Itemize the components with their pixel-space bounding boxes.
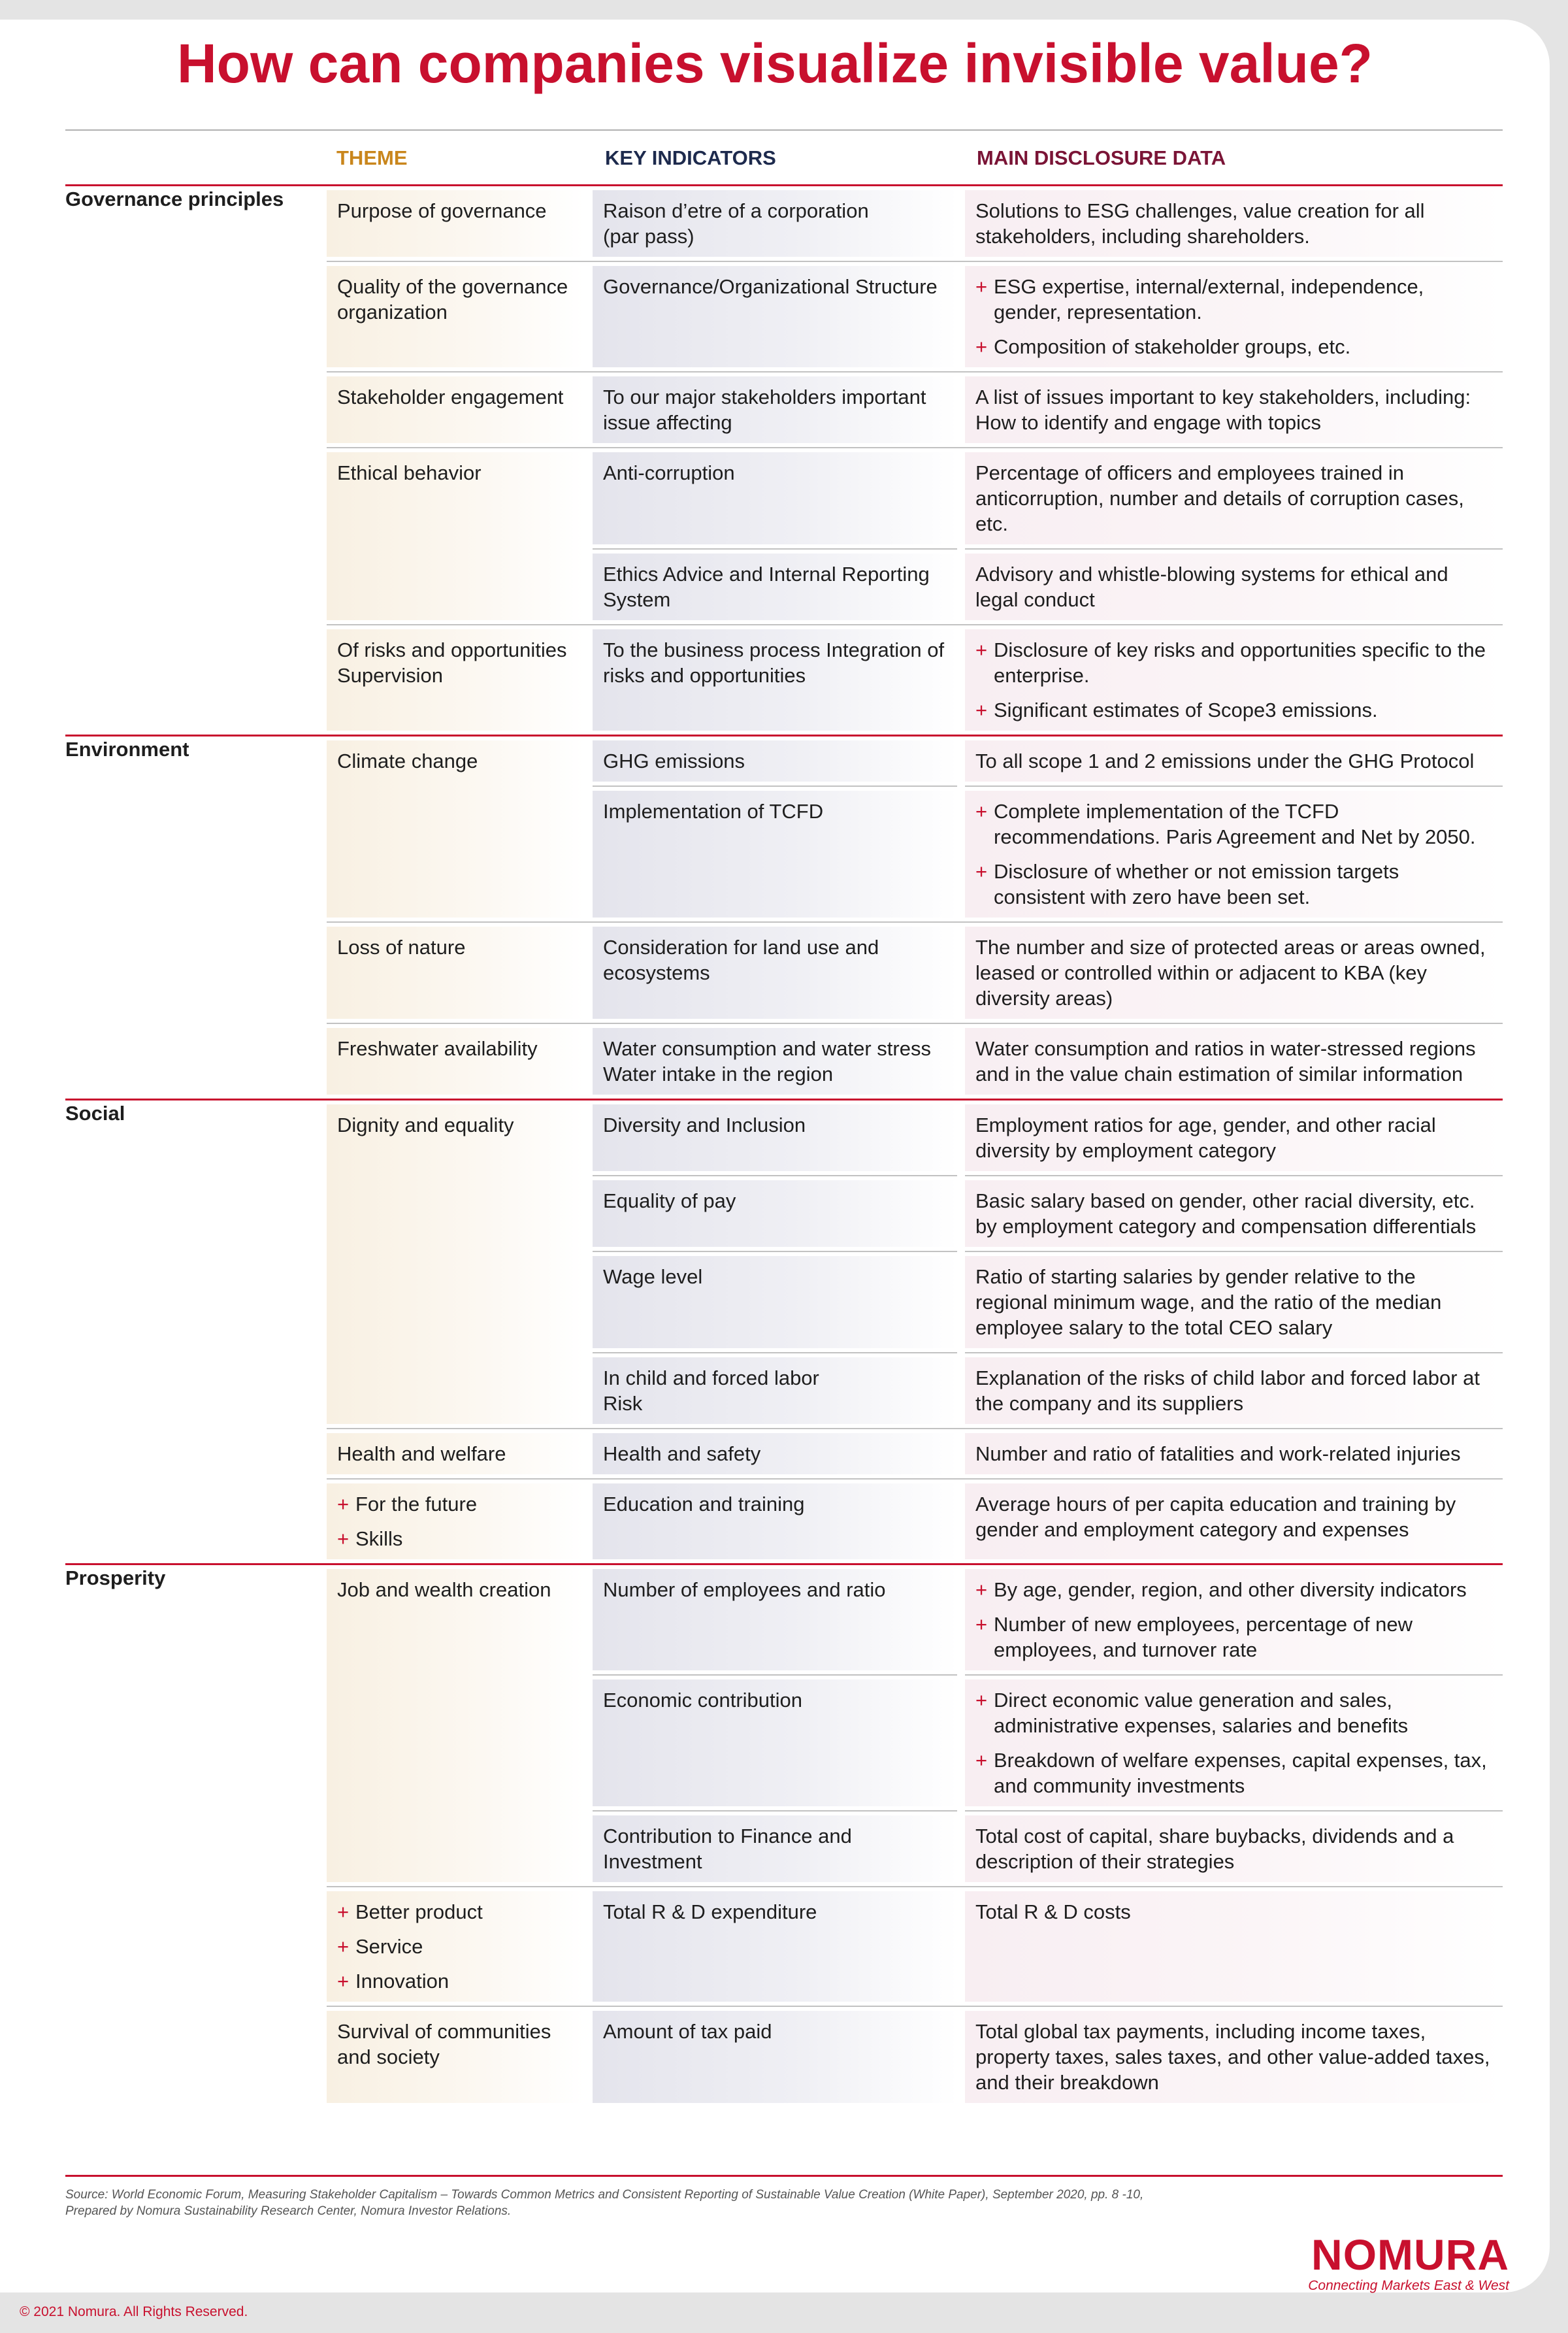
logo-wordmark: NOMURA xyxy=(1311,2230,1509,2279)
plus-icon: + xyxy=(975,1689,988,1712)
disclosure-cell xyxy=(965,1028,1503,1095)
disclosure-cell xyxy=(965,266,1503,367)
plus-icon: + xyxy=(337,1935,350,1958)
disclosure-list-item xyxy=(975,1747,1492,1798)
theme-label: For the future xyxy=(355,1493,478,1515)
plus-icon: + xyxy=(337,1900,350,1923)
theme-cell xyxy=(327,1569,585,1882)
plus-icon: + xyxy=(975,1749,988,1772)
theme-list-item xyxy=(337,1526,574,1551)
disclosure-text: Advisory and whistle-blowing systems for ethical and legal conduct xyxy=(975,563,1448,611)
table-row xyxy=(65,186,1503,261)
disclosure-list-item xyxy=(975,1612,1492,1663)
theme-label: Stakeholder engagement xyxy=(337,386,564,408)
row-separator xyxy=(965,1175,1503,1176)
key-indicator-cell: Diversity and Inclusion xyxy=(593,1104,957,1171)
disclosure-cell xyxy=(965,1104,1503,1171)
plus-icon: + xyxy=(337,1527,350,1550)
table-row xyxy=(65,1565,1503,1674)
disclosure-cell xyxy=(965,2011,1503,2103)
key-indicator-cell: Number of employees and ratio xyxy=(593,1569,957,1670)
plus-icon: + xyxy=(337,1493,350,1515)
plus-icon: + xyxy=(975,699,988,721)
disclosure-text: Ratio of starting salaries by gender relative to the regional minimum wage, and the ratio of the median employee salary to the total CEO salary xyxy=(975,1265,1442,1339)
disclosure-text: Complete implementation of the TCFD recommendations. Paris Agreement and Net by 2050. xyxy=(994,800,1476,848)
disclosure-text: Water consumption and ratios in water-stressed regions and in the value chain estimation of similar information xyxy=(975,1037,1476,1085)
disclosure-cell xyxy=(965,791,1503,918)
key-indicator-cell: Total R & D expenditure xyxy=(593,1891,957,2002)
theme-label: Innovation xyxy=(355,1970,449,1993)
key-indicator-cell: Education and training xyxy=(593,1483,957,1559)
theme-cell xyxy=(327,266,585,367)
disclosure-text: Total global tax payments, including income taxes, property taxes, sales taxes, and other value-added taxes, and their breakdown xyxy=(975,2020,1490,2094)
key-indicator-cell: GHG emissions xyxy=(593,740,957,782)
theme-list-item xyxy=(337,1899,574,1925)
disclosure-list-item xyxy=(975,637,1492,688)
row-separator xyxy=(593,548,957,550)
disclosure-cell xyxy=(965,1891,1503,2002)
theme-cell xyxy=(327,1433,585,1474)
plus-icon: + xyxy=(975,860,988,883)
logo-tagline: Connecting Markets East & West xyxy=(1308,2278,1509,2293)
table-bottom-rule xyxy=(65,2175,1503,2177)
nomura-logo xyxy=(1308,2232,1509,2294)
disclosure-cell xyxy=(965,1256,1503,1348)
row-separator xyxy=(593,1175,957,1176)
row-separator xyxy=(965,1810,1503,1812)
key-indicator-cell: Consideration for land use and ecosystems xyxy=(593,927,957,1019)
disclosure-list-item xyxy=(975,1577,1492,1602)
theme-label: Climate change xyxy=(337,750,478,772)
disclosure-cell xyxy=(965,927,1503,1019)
key-indicator-cell: To the business process Integration of risks and opportunities xyxy=(593,629,957,731)
disclosure-text: Employment ratios for age, gender, and other racial diversity by employment category xyxy=(975,1114,1436,1162)
theme-cell xyxy=(327,927,585,1019)
key-indicator-cell: Raison d’etre of a corporation (par pass) xyxy=(593,190,957,257)
theme-cell xyxy=(327,629,585,731)
key-indicator-cell: Anti-corruption xyxy=(593,452,957,544)
disclosure-text: Significant estimates of Scope3 emissions. xyxy=(994,699,1378,721)
source-note: Source: World Economic Forum, Measuring Stakeholder Capitalism – Towards Common Metrics and Consistent Reporting of Sustainable Value Creation (White Paper), September 2020, pp. 8 -10, Prepared by Nomura Sustainability Research Center, Nomura Investor Relations. xyxy=(65,2188,1144,2218)
disclosure-text: Composition of stakeholder groups, etc. xyxy=(994,335,1351,358)
disclosure-text: Percentage of officers and employees trained in anticorruption, number and details of corruption cases, etc. xyxy=(975,461,1464,535)
row-separator xyxy=(965,786,1503,787)
theme-label: Better product xyxy=(355,1900,483,1923)
theme-label: Health and welfare xyxy=(337,1442,506,1465)
key-indicator-cell: Amount of tax paid xyxy=(593,2011,957,2103)
theme-cell xyxy=(327,452,585,620)
header-rule xyxy=(65,129,1503,131)
disclosure-grid xyxy=(65,184,1503,2107)
row-separator xyxy=(593,1674,957,1676)
theme-label: Freshwater availability xyxy=(337,1037,538,1060)
theme-cell xyxy=(327,740,585,918)
key-indicator-cell: Implementation of TCFD xyxy=(593,791,957,918)
row-separator xyxy=(593,786,957,787)
theme-cell xyxy=(327,376,585,443)
theme-label: Skills xyxy=(355,1527,403,1550)
key-indicator-cell: Wage level xyxy=(593,1256,957,1348)
row-separator xyxy=(965,548,1503,550)
disclosure-list-item xyxy=(975,334,1492,359)
theme-label: Dignity and equality xyxy=(337,1114,514,1136)
key-indicator-cell: Ethics Advice and Internal Reporting System xyxy=(593,554,957,620)
row-separator xyxy=(593,1810,957,1812)
plus-icon: + xyxy=(975,800,988,823)
theme-list-item xyxy=(337,1968,574,1994)
theme-cell xyxy=(327,1028,585,1095)
theme-label: Service xyxy=(355,1935,423,1958)
theme-list-item xyxy=(337,1491,574,1517)
plus-icon: + xyxy=(975,275,988,298)
theme-label: Job and wealth creation xyxy=(337,1578,551,1601)
disclosure-cell xyxy=(965,1815,1503,1882)
plus-icon: + xyxy=(975,1613,988,1636)
row-separator xyxy=(965,1674,1503,1676)
theme-cell xyxy=(327,2011,585,2103)
column-header-theme: THEME xyxy=(336,146,408,169)
key-indicator-cell: Governance/Organizational Structure xyxy=(593,266,957,367)
theme-cell xyxy=(327,190,585,257)
disclosure-text: Disclosure of whether or not emission targets consistent with zero have been set. xyxy=(994,860,1399,908)
disclosure-text: By age, gender, region, and other diversity indicators xyxy=(994,1578,1467,1601)
disclosure-text: Direct economic value generation and sales, administrative expenses, salaries and benefits xyxy=(994,1689,1409,1737)
table-row xyxy=(65,736,1503,786)
plus-icon: + xyxy=(975,335,988,358)
disclosure-text: To all scope 1 and 2 emissions under the GHG Protocol xyxy=(975,750,1475,772)
plus-icon: + xyxy=(975,638,988,661)
disclosure-text: Disclosure of key risks and opportunities specific to the enterprise. xyxy=(994,638,1486,687)
disclosure-cell xyxy=(965,1483,1503,1559)
row-separator xyxy=(965,1251,1503,1252)
disclosure-text: Total cost of capital, share buybacks, dividends and a description of their strategies xyxy=(975,1825,1454,1873)
page-title: How can companies visualize invisible value? xyxy=(177,33,1373,94)
disclosure-list-item xyxy=(975,799,1492,850)
key-indicator-cell: Economic contribution xyxy=(593,1679,957,1806)
disclosure-text: Solutions to ESG challenges, value creation for all stakeholders, including shareholders. xyxy=(975,199,1425,248)
theme-list-item xyxy=(337,1934,574,1959)
category-name: Governance principles xyxy=(65,188,284,210)
disclosure-list-item xyxy=(975,859,1492,910)
disclosure-text: Average hours of per capita education and training by gender and employment category and expenses xyxy=(975,1493,1456,1541)
disclosure-text: The number and size of protected areas or areas owned, leased or controlled within or adjacent to KBA (key diversity areas) xyxy=(975,936,1486,1010)
disclosure-cell xyxy=(965,1180,1503,1247)
disclosure-list-item xyxy=(975,274,1492,325)
disclosure-cell xyxy=(965,1357,1503,1424)
key-indicator-cell: Health and safety xyxy=(593,1433,957,1474)
row-separator xyxy=(593,1352,957,1353)
row-separator xyxy=(593,1251,957,1252)
disclosure-cell xyxy=(965,740,1503,782)
plus-icon: + xyxy=(975,1578,988,1601)
disclosure-cell xyxy=(965,554,1503,620)
disclosure-cell xyxy=(965,629,1503,731)
key-indicator-cell: Contribution to Finance and Investment xyxy=(593,1815,957,1882)
disclosure-text: Number and ratio of fatalities and work-related injuries xyxy=(975,1442,1461,1465)
key-indicator-cell: Water consumption and water stress Water intake in the region xyxy=(593,1028,957,1095)
plus-icon: + xyxy=(337,1970,350,1993)
disclosure-list-item xyxy=(975,697,1492,723)
disclosure-cell xyxy=(965,190,1503,257)
disclosure-list-item xyxy=(975,1687,1492,1738)
disclosure-text: A list of issues important to key stakeholders, including: How to identify and engage with topics xyxy=(975,386,1471,434)
theme-label: Loss of nature xyxy=(337,936,466,959)
category-name: Prosperity xyxy=(65,1566,166,1589)
disclosure-table xyxy=(65,184,1503,2107)
key-indicator-cell: To our major stakeholders important issue affecting xyxy=(593,376,957,443)
theme-label: Of risks and opportunities Supervision xyxy=(337,638,567,687)
row-separator xyxy=(965,1352,1503,1353)
category-name: Social xyxy=(65,1102,125,1125)
disclosure-cell xyxy=(965,1433,1503,1474)
theme-label: Quality of the governance organization xyxy=(337,275,568,323)
category-name: Environment xyxy=(65,738,189,761)
disclosure-cell xyxy=(965,1569,1503,1670)
theme-cell xyxy=(327,1891,585,2002)
theme-label: Ethical behavior xyxy=(337,461,482,484)
theme-label: Survival of communities and society xyxy=(337,2020,551,2068)
disclosure-text: Breakdown of welfare expenses, capital expenses, tax, and community investments xyxy=(994,1749,1487,1797)
copyright: © 2021 Nomura. All Rights Reserved. xyxy=(20,2304,248,2319)
disclosure-text: ESG expertise, internal/external, independence, gender, representation. xyxy=(994,275,1424,323)
key-indicator-cell: Equality of pay xyxy=(593,1180,957,1247)
disclosure-text: Basic salary based on gender, other racial diversity, etc. by employment category and compensation differentials xyxy=(975,1189,1477,1238)
disclosure-cell xyxy=(965,1679,1503,1806)
column-header-key-indicators: KEY INDICATORS xyxy=(605,146,776,169)
table-row xyxy=(65,1100,1503,1175)
key-indicator-cell: In child and forced labor Risk xyxy=(593,1357,957,1424)
disclosure-text: Number of new employees, percentage of new employees, and turnover rate xyxy=(994,1613,1413,1661)
theme-label: Purpose of governance xyxy=(337,199,547,222)
disclosure-text: Total R & D costs xyxy=(975,1900,1131,1923)
column-header-main-disclosure: MAIN DISCLOSURE DATA xyxy=(977,146,1226,169)
disclosure-cell xyxy=(965,452,1503,544)
disclosure-text: Explanation of the risks of child labor and forced labor at the company and its suppliers xyxy=(975,1366,1480,1415)
disclosure-cell xyxy=(965,376,1503,443)
theme-cell xyxy=(327,1104,585,1424)
theme-cell xyxy=(327,1483,585,1559)
